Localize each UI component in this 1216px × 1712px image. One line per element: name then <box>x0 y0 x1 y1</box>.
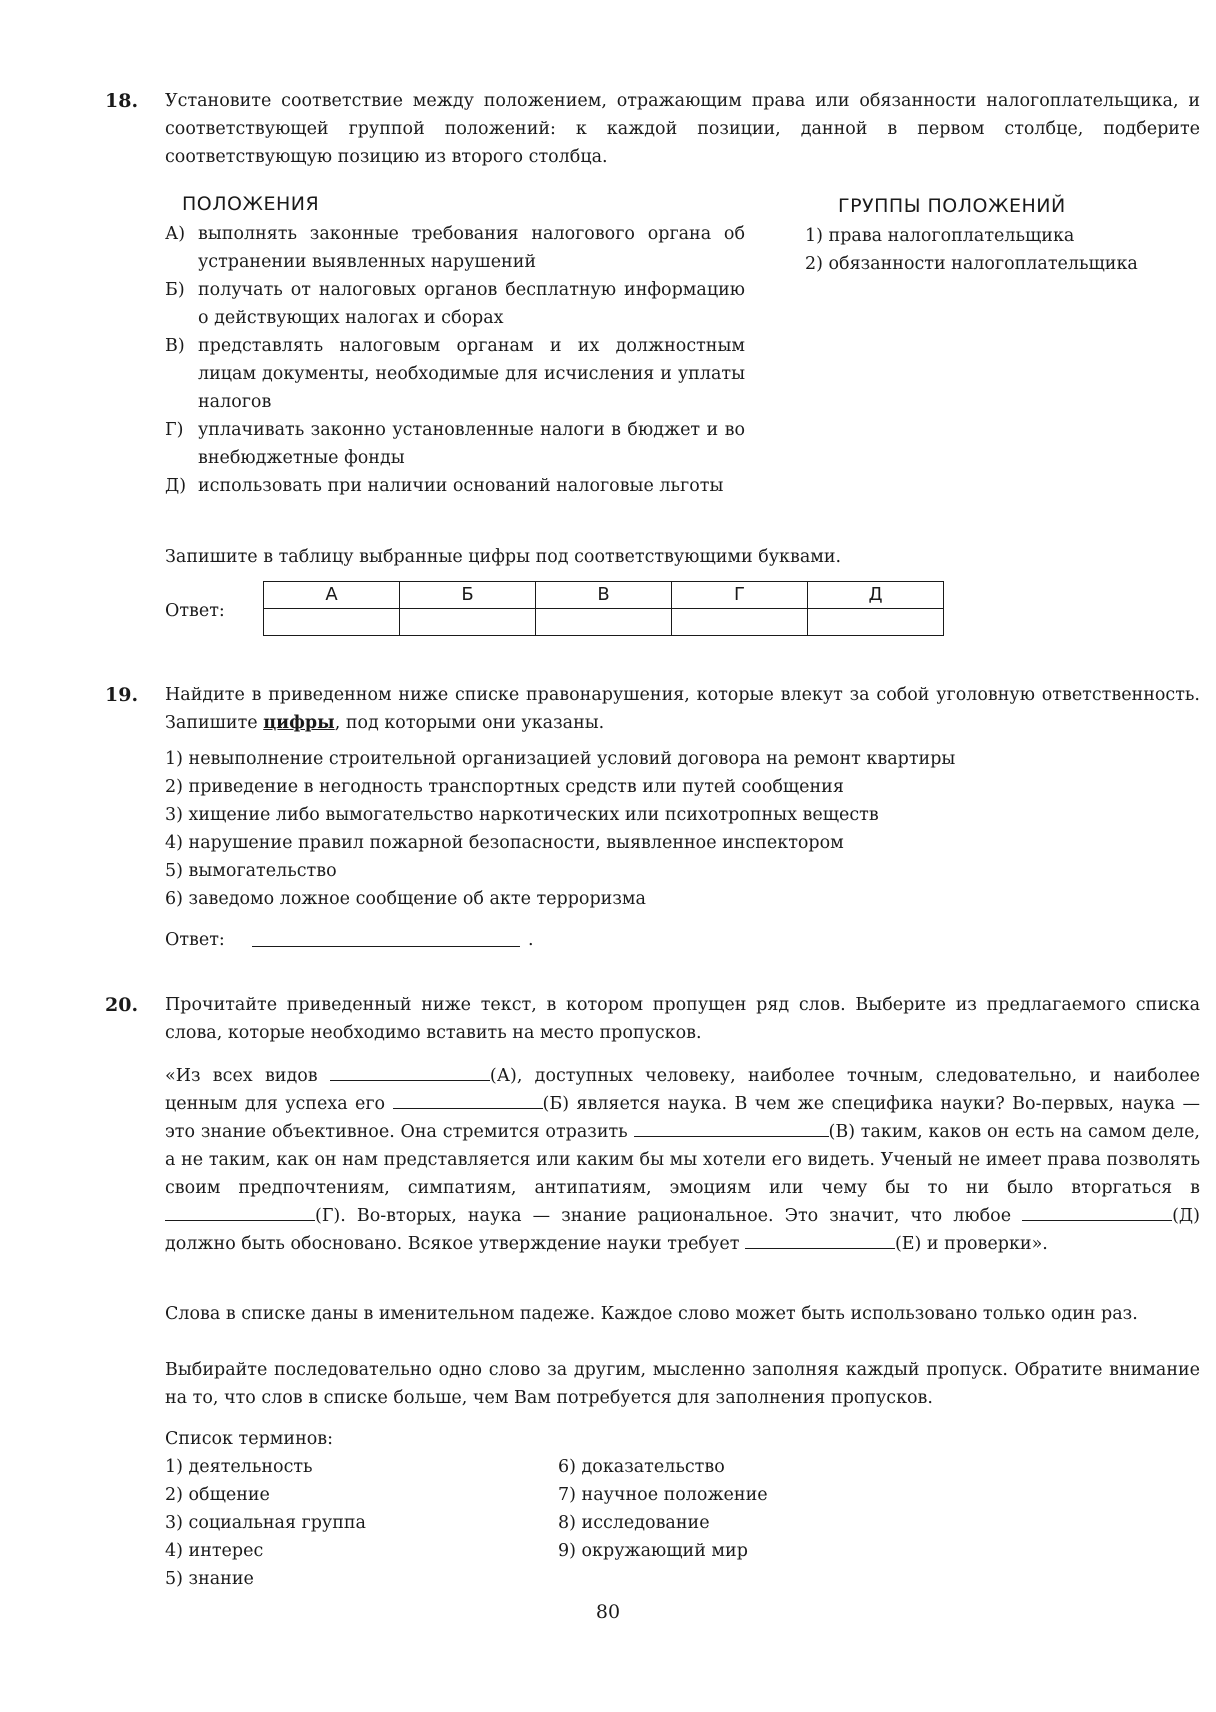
position-letter: А) <box>165 224 186 244</box>
position-text: использовать при наличии оснований налоговые льготы <box>198 476 724 496</box>
passage-after-d: (Д) должно быть обосновано. Всякое утверждение науки требует <box>165 1206 1200 1254</box>
position-letter: Д) <box>165 476 187 496</box>
offense-item-6: 6) заведомо ложное сообщение об акте терроризма <box>165 889 646 909</box>
answer-cell-d[interactable] <box>808 609 944 636</box>
position-text: выполнять законные требования налогового органа об устранении выявленных нарушений <box>198 224 745 272</box>
answer-cell-a[interactable] <box>264 609 400 636</box>
term-7: 7) научное положение <box>558 1485 768 1505</box>
gap-e[interactable] <box>745 1230 895 1249</box>
positions-header: ПОЛОЖЕНИЯ <box>182 193 320 215</box>
answer-table-header-row <box>264 582 944 609</box>
note-order <box>165 1356 1200 1412</box>
terms-title: Список терминов: <box>165 1429 334 1449</box>
passage-after-a: (А), доступных человеку, наиболее точным, следовательно, и наиболее ценным для успеха его <box>165 1066 1201 1114</box>
table-header-b: Б <box>400 582 536 609</box>
answer-cell-v[interactable] <box>536 609 672 636</box>
answer-line[interactable] <box>252 946 520 947</box>
position-a <box>165 220 745 276</box>
question-text-start: Найдите в приведенном ниже списке правонарушения, которые влекут за собой уголовную ответственность. Запишите <box>165 685 1200 733</box>
term-6: 6) доказательство <box>558 1457 725 1477</box>
note-case <box>165 1300 1200 1328</box>
answer-label: Ответ: <box>165 930 225 950</box>
answer-table-input-row <box>264 609 944 636</box>
answer-cell-b[interactable] <box>400 609 536 636</box>
term-4: 4) интерес <box>165 1541 264 1561</box>
question-text: Прочитайте приведенный ниже текст, в котором пропущен ряд слов. Выберите из предлагаемого списка слова, которые необходимо вставить на место пропусков. <box>165 995 1200 1043</box>
term-9: 9) окружающий мир <box>558 1541 748 1561</box>
question-number: 20. <box>105 994 139 1016</box>
position-text: представлять налоговым органам и их должностным лицам документы, необходимые для исчисления и уплаты налогов <box>198 336 745 412</box>
group-item-2: 2) обязанности налогоплательщика <box>805 254 1138 274</box>
gap-a[interactable] <box>330 1062 490 1081</box>
gap-v[interactable] <box>634 1118 829 1137</box>
position-text: получать от налоговых органов бесплатную информацию о действующих налогах и сборах <box>198 280 745 328</box>
term-8: 8) исследование <box>558 1513 710 1533</box>
passage-after-g: (Г). Во-вторых, наука — знание рациональное. Это значит, что любое <box>315 1206 1023 1226</box>
position-b <box>165 276 745 332</box>
passage <box>165 1062 1200 1258</box>
offense-item-2: 2) приведение в негодность транспортных средств или путей сообщения <box>165 777 844 797</box>
gap-g[interactable] <box>165 1202 315 1221</box>
passage-start: «Из всех видов <box>165 1066 330 1086</box>
offense-item-3: 3) хищение либо вымогательство наркотических или психотропных веществ <box>165 805 879 825</box>
gap-b[interactable] <box>393 1090 543 1109</box>
groups-header: ГРУППЫ ПОЛОЖЕНИЙ <box>838 195 1066 217</box>
term-3: 3) социальная группа <box>165 1513 366 1533</box>
term-5: 5) знание <box>165 1569 254 1589</box>
note-case-text: Слова в списке даны в именительном падеже. Каждое слово может быть использовано только один раз. <box>165 1304 1138 1324</box>
group-item-1: 1) права налогоплательщика <box>805 226 1075 246</box>
position-letter: Г) <box>165 420 184 440</box>
table-header-g: Г <box>672 582 808 609</box>
question-text-end: , под которыми они указаны. <box>334 713 605 733</box>
note-order-text: Выбирайте последовательно одно слово за другим, мысленно заполняя каждый пропуск. Обратите внимание на то, что слов в списке больше, чем Вам потребуется для заполнения пропусков. <box>165 1360 1200 1408</box>
passage-after-v: (В) таким, каков он есть на самом деле, а не таким, как он нам представляется или каким бы мы хотели его видеть. Ученый не имеет права позволять своим предпочтениям, симпатиям, антипатиям, эмоциям или чему бы то ни было вторгаться в <box>165 1122 1200 1198</box>
position-g <box>165 416 745 472</box>
answer-cell-g[interactable] <box>672 609 808 636</box>
table-header-d: Д <box>808 582 944 609</box>
position-d <box>165 472 745 500</box>
passage-after-e: (Е) и проверки». <box>894 1234 1048 1254</box>
position-v <box>165 332 745 416</box>
table-header-v: В <box>536 582 672 609</box>
question-text: Установите соответствие между положением, отражающим права или обязанности налогоплательщика, и соответствующей группой положений: к каждой позиции, данной в первом столбце, подберите соответствующую позицию из второго столбца. <box>165 91 1200 167</box>
term-2: 2) общение <box>165 1485 270 1505</box>
offense-item-4: 4) нарушение правил пожарной безопасности, выявленное инспектором <box>165 833 844 853</box>
gap-d[interactable] <box>1022 1202 1172 1221</box>
offense-item-1: 1) невыполнение строительной организацией условий договора на ремонт квартиры <box>165 749 956 769</box>
position-letter: Б) <box>165 280 185 300</box>
term-1: 1) деятельность <box>165 1457 313 1477</box>
position-letter: В) <box>165 336 185 356</box>
passage-after-b: (Б) является наука. В чем же специфика науки? Во-первых, наука — это знание объективное. Она стремится отразить <box>165 1094 1200 1142</box>
offense-item-5: 5) вымогательство <box>165 861 337 881</box>
answer-dot: . <box>528 930 534 950</box>
page-number: 80 <box>595 1601 621 1623</box>
passage-text <box>165 1062 1200 1258</box>
answer-label: Ответ: <box>165 601 225 621</box>
emphasis-digits: цифры <box>263 713 335 733</box>
answer-table <box>263 581 944 636</box>
position-text: уплачивать законно установленные налоги в бюджет и во внебюджетные фонды <box>198 420 745 468</box>
table-header-a: А <box>264 582 400 609</box>
question-number: 19. <box>105 684 139 706</box>
question-number: 18. <box>105 90 139 112</box>
question-text <box>165 681 1200 737</box>
table-instruction: Запишите в таблицу выбранные цифры под соответствующими буквами. <box>165 547 842 567</box>
